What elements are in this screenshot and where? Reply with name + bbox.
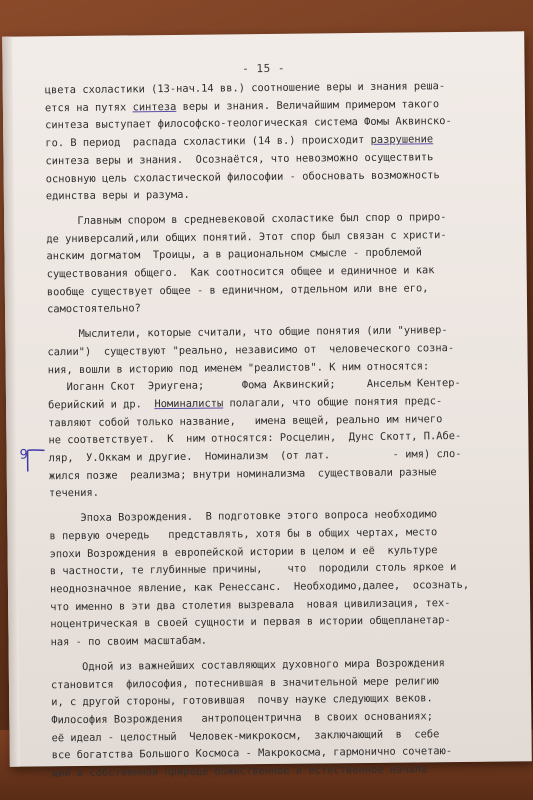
text-segment: жился позже реализма; внутри номинализма существовали разные: [48, 465, 437, 483]
page-binding-edge: [2, 37, 20, 767]
text-segment: Иоганн Скот Эриугена; Фома Аквинский; Ансельм Кентер-: [47, 377, 461, 394]
text-segment: полагали, что общие понятия предс-: [223, 395, 443, 410]
margin-note-text: 9: [19, 447, 28, 463]
text-segment: основную цель схоластической философии - обосновать возможность: [45, 168, 440, 185]
text-segment: го. В период распада схоластики (14 в.) происходит: [45, 134, 371, 150]
text-segment: все богатства Большого Космоса - Макрокосма, гармонично сочетаю-: [51, 745, 453, 762]
document-body: [45, 77, 522, 783]
paragraph: [47, 322, 519, 504]
text-segment: цвета схоластики (13-нач.14 вв.) соотношение веры и знания реша-: [44, 80, 446, 97]
text-segment: щий в собственной природе божественное и естественное начала: [51, 763, 428, 780]
text-segment: её идеал - целостный Человек-микрокосм, заключающий в себе: [51, 727, 440, 744]
text-segment: ноцентрическая в своей сущности и первая в истории общепланетар-: [50, 614, 451, 631]
text-segment: единства веры и разума.: [45, 189, 190, 203]
bracket-mark: [28, 450, 45, 472]
text-segment: в частности, те глубинные причины, что породили столь яркое и: [49, 561, 457, 578]
document-page: [2, 31, 532, 780]
text-segment: тавляют собой только название, имена вещей, реально им ничего: [48, 412, 443, 429]
text-segment: берийский и др.: [47, 398, 155, 412]
text-segment: не соответствует. К ним относятся: Росцелин, Дунс Скотт, П.Абе-: [48, 430, 462, 447]
text-segment: Одной из важнейших составляющих духовного мира Возрождения: [50, 656, 445, 674]
text-segment: и, с другой стороны, готовившая почву науке следующих веков.: [51, 692, 433, 709]
paragraph: [49, 506, 520, 653]
text-segment: ния, вошли в историю под именем "реалистов". К ним относятся:: [47, 359, 430, 376]
text-segment: вообще существует общее - в единичном, отдельном или вне его,: [46, 282, 429, 299]
text-segment: в первую очередь представлять, хотя бы в общих чертах, место: [49, 526, 438, 543]
text-segment: течения.: [48, 487, 100, 500]
paragraph: [51, 654, 522, 783]
text-segment: неоднозначное явление, как Ренессанс. Необходимо,далее, осознать,: [49, 578, 470, 596]
text-segment: ется на путях: [44, 101, 133, 115]
text-segment: синтеза выступает философско-теологическая система Фомы Аквинско-: [45, 115, 452, 132]
text-segment: веры и знания. Величайшим примером такого: [176, 97, 440, 113]
paragraph: [45, 77, 516, 206]
handwritten-margin-mark: [18, 444, 46, 474]
text-segment: де универсалий,или общих понятий. Этот спор был связан с христи-: [46, 228, 447, 245]
underlined-term: Номиналисты: [154, 397, 224, 411]
text-segment: синтеза веры и знания. Осознаётся, что невозможно осуществить: [45, 151, 434, 168]
text-segment: эпохи Возрождения в европейской истории в целом и её культуре: [49, 543, 438, 560]
text-segment: салии") существуют "реально, независимо от человеческого созна-: [47, 341, 455, 359]
text-segment: самостоятельно?: [46, 302, 141, 316]
text-segment: ная - по своим масштабам.: [50, 634, 207, 649]
text-segment: становится философия, потеснившая в значительной мере религию: [50, 674, 439, 691]
text-segment: Мыслители, которые считали, что общие понятия (или "универ-: [47, 324, 448, 341]
text-segment: существования общего. Как соотносится общее и единичное и как: [46, 264, 435, 281]
text-segment: анским догматом Троицы, а в рациональном смысле - проблемой: [46, 246, 422, 263]
text-segment: ляр, У.Оккам и другие. Номинализм (от лат. - имя) сло-: [48, 448, 462, 465]
text-segment: Философия Возрождения антропоцентрична в своих основаниях;: [51, 710, 434, 727]
underlined-term: разрушение: [370, 133, 434, 147]
text-segment: что именно в эти два столетия вызревала новая цивилизация, тех-: [50, 596, 451, 613]
underlined-term: синтеза: [132, 100, 177, 114]
text-segment: Главным спором в средневековой схоластике был спор о приро-: [46, 211, 447, 228]
text-segment: Эпоха Возрождения. В подготовке этого вопроса необходимо: [49, 508, 438, 525]
paragraph: [46, 208, 517, 319]
page-number: - 15 -: [242, 61, 285, 76]
